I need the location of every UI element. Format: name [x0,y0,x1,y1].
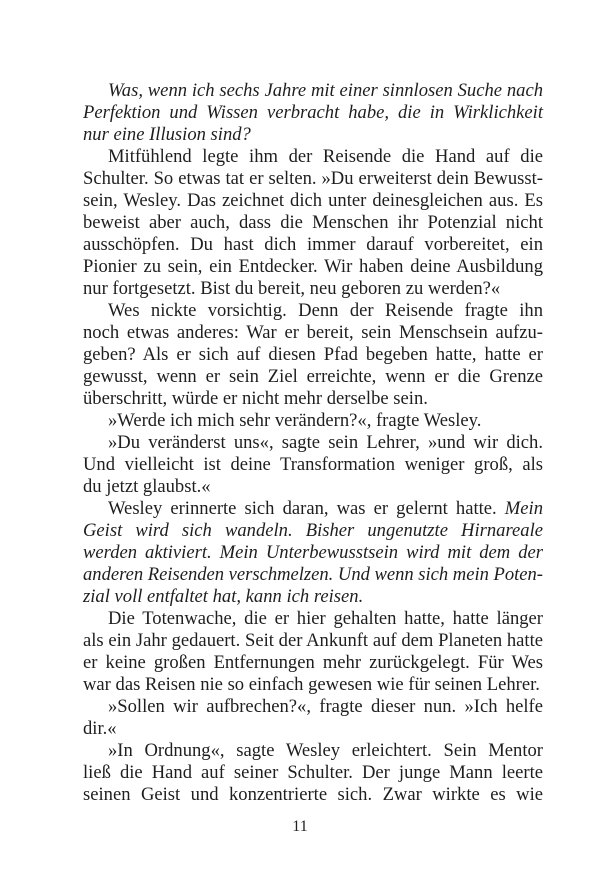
text-segment: er keine großen Entfernungen mehr zurückgelegt. Für Wes [83,652,543,673]
text-line [83,322,543,344]
italic-text-segment: anderen Reisenden verschmelzen. Und wenn sich mein Poten- [83,564,543,585]
text-segment: Wes nickte vorsichtig. Denn der Reisende fragte ihn [108,300,543,321]
text-line [83,564,543,586]
text-line [83,498,543,520]
text-line [83,674,543,696]
text-segment: »In Ordnung«, sagte Wesley erleichtert. Sein Mentor [108,740,543,761]
text-line [83,190,543,212]
text-line [83,476,543,498]
text-segment: Wesley erinnerte sich daran, was er gelernt hatte. [108,498,505,519]
text-line [83,366,543,388]
text-segment: Schulter. So etwas tat er selten. »Du erweiterst dein Bewusst- [83,168,543,189]
text-line [83,168,543,190]
text-segment: als ein Jahr gedauert. Seit der Ankunft auf dem Planeten hatte [83,630,543,651]
text-line [83,102,543,124]
italic-text-segment: zial voll entfaltet hat, kann ich reisen. [83,586,364,607]
text-line [83,542,543,564]
text-segment: du jetzt glaubst.« [83,476,211,497]
text-line [83,762,543,784]
text-segment: überschritt, würde er nicht mehr derselbe sein. [83,388,428,409]
italic-text-segment: werden aktiviert. Mein Unterbewusstsein wird mit dem der [83,542,543,563]
text-line [83,388,543,410]
text-segment: nur fortgesetzt. Bist du bereit, neu geboren zu werden?« [83,278,501,299]
text-line [83,520,543,542]
italic-text-segment: Geist wird sich wandeln. Bisher ungenutzte Hirnareale [83,520,543,541]
page-body-text [83,80,543,806]
text-segment: »Werde ich mich sehr verändern?«, fragte Wesley. [108,410,482,431]
text-line [83,630,543,652]
text-segment: »Sollen wir aufbrechen?«, fragte dieser nun. »Ich helfe [108,696,543,717]
text-segment: Pionier zu sein, ein Entdecker. Wir haben deine Ausbildung [83,256,543,277]
text-segment: noch etwas anderes: War er bereit, sein Menschsein aufzu- [83,322,543,343]
text-segment: ausschöpfen. Du hast dich immer darauf vorbereitet, ein [83,234,543,255]
text-line [83,344,543,366]
page-number: 11 [292,818,308,835]
text-segment: ließ die Hand auf seiner Schulter. Der junge Mann leerte [83,762,543,783]
text-segment: sein, Wesley. Das zeichnet dich unter deinesgleichen aus. Es [83,190,543,211]
text-segment: dir.« [83,718,117,739]
text-line [83,300,543,322]
text-segment: »Du veränderst uns«, sagte sein Lehrer, »und wir dich. [108,432,543,453]
text-line [83,256,543,278]
text-segment: geben? Als er sich auf diesen Pfad begeben hatte, hatte er [83,344,543,365]
text-line [83,234,543,256]
text-line [83,454,543,476]
text-segment: beweist aber auch, dass die Menschen ihr Potenzial nicht [83,212,543,233]
text-line [83,652,543,674]
italic-text-segment: nur eine Illusion sind? [83,124,251,145]
text-line [83,740,543,762]
italic-text-segment: Perfektion und Wissen verbracht habe, die in Wirklichkeit [83,102,543,123]
text-line [83,80,543,102]
italic-text-segment: Mein [504,498,543,519]
text-line [83,586,543,608]
text-line [83,278,543,300]
text-segment: gewusst, wenn er sein Ziel erreichte, wenn er die Grenze [83,366,543,387]
italic-text-segment: Was, wenn ich sechs Jahre mit einer sinnlosen Suche nach [108,80,543,101]
text-line [83,608,543,630]
text-line [83,410,543,432]
text-line [83,432,543,454]
text-line [83,212,543,234]
text-segment: seinen Geist und konzentrierte sich. Zwar wirkte es wie [83,784,543,805]
text-line [83,146,543,168]
text-line [83,696,543,718]
text-segment: Und vielleicht ist deine Transformation weniger groß, als [83,454,543,475]
text-line [83,718,543,740]
text-segment: war das Reisen nie so einfach gewesen wie für seinen Lehrer. [83,674,540,695]
text-line [83,784,543,806]
text-segment: Mitfühlend legte ihm der Reisende die Hand auf die [108,146,543,167]
text-segment: Die Totenwache, die er hier gehalten hatte, hatte länger [108,608,543,629]
text-line [83,124,543,146]
